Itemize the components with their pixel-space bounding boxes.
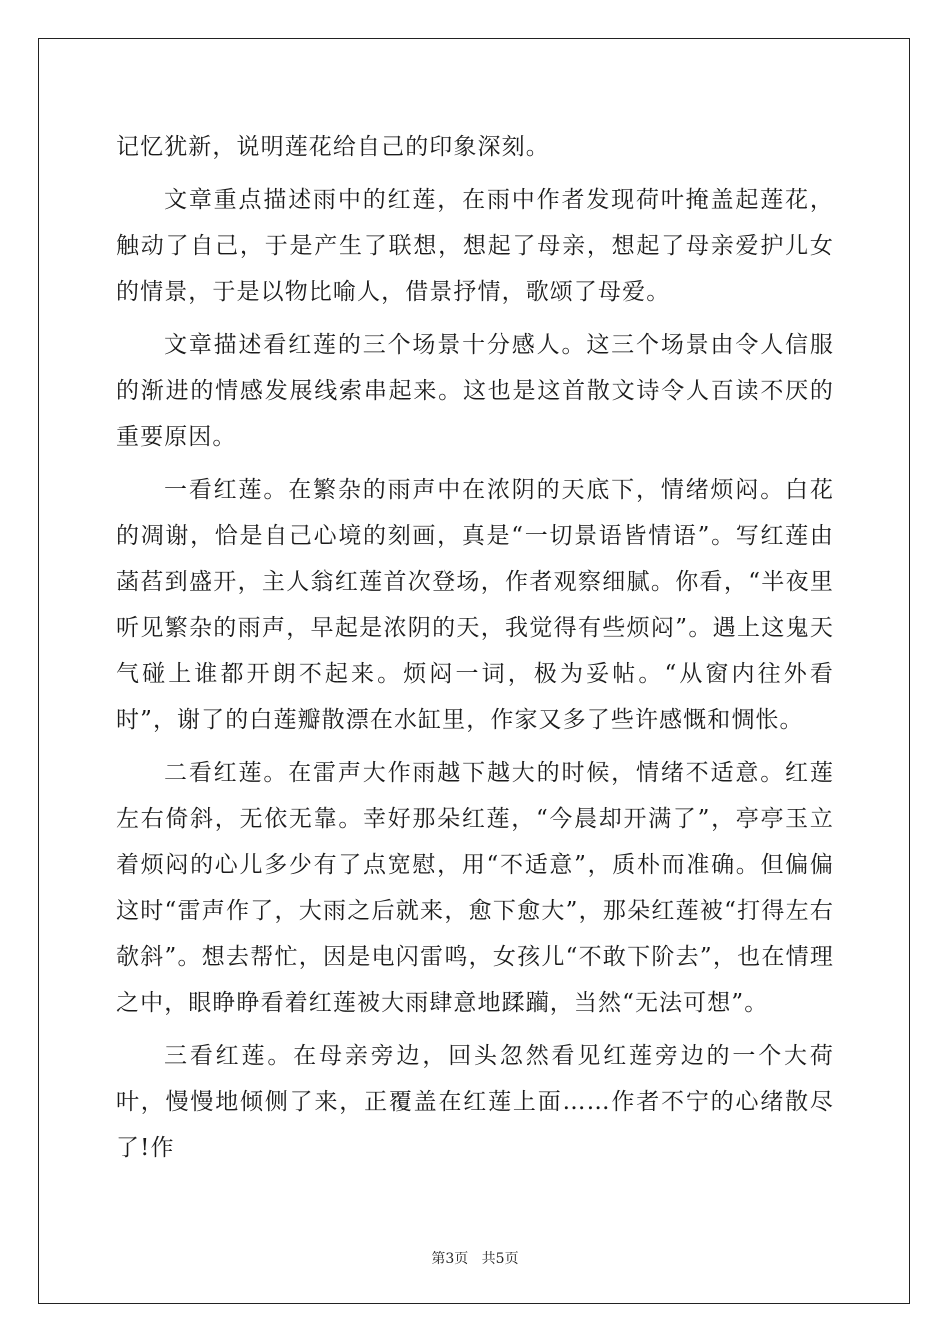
paragraph-4: 一看红莲。在繁杂的雨声中在浓阴的天底下，情绪烦闷。白花的凋谢，恰是自己心境的刻画，真是“一切景语皆情语”。写红莲由菡萏到盛开，主人翁红莲首次登场，作者观察细腻。你看，“半夜里听见繁杂的雨声，早起是浓阴的天，我觉得有些烦闷”。遇上这鬼天气碰上谁都开朗不起来。烦闷一词，极为妥帖。“从窗内往外看时”，谢了的白莲瓣散漂在水缸里，作家又多了些许感慨和惆怅。	[116, 477, 834, 733]
paragraph-3: 文章描述看红莲的三个场景十分感人。这三个场景由令人信服的渐进的情感发展线索串起来。这也是这首散文诗令人百读不厌的重要原因。	[116, 332, 834, 450]
paragraph-6: 三看红莲。在母亲旁边，回头忽然看见红莲旁边的一个大荷叶，慢慢地倾侧了来，正覆盖在红莲上面……作者不宁的心绪散尽了!作	[116, 1043, 834, 1161]
page-footer	[0, 1248, 950, 1268]
paragraph-2: 文章重点描述雨中的红莲，在雨中作者发现荷叶掩盖起莲花，触动了自己，于是产生了联想，想起了母亲，想起了母亲爱护儿女的情景，于是以物比喻人，借景抒情，歌颂了母爱。	[116, 187, 834, 305]
paragraph-1: 记忆犹新，说明莲花给自己的印象深刻。	[116, 134, 550, 160]
document-body	[116, 124, 834, 1178]
paragraph-5: 二看红莲。在雷声大作雨越下越大的时候，情绪不适意。红莲左右倚斜，无依无靠。幸好那朵红莲，“今晨却开满了”，亭亭玉立着烦闷的心儿多少有了点宽慰，用“不适意”，质朴而准确。但偏偏这时“雷声作了，大雨之后就来，愈下愈大”，那朵红莲被“打得左右欹斜”。想去帮忙，因是电闪雷鸣，女孩儿“不敢下阶去”，也在情理之中，眼睁睁看着红莲被大雨肆意地蹂躏，当然“无法可想”。	[116, 760, 834, 1016]
page-number: 第3页	[431, 1251, 469, 1267]
page-total: 共5页	[481, 1251, 519, 1267]
